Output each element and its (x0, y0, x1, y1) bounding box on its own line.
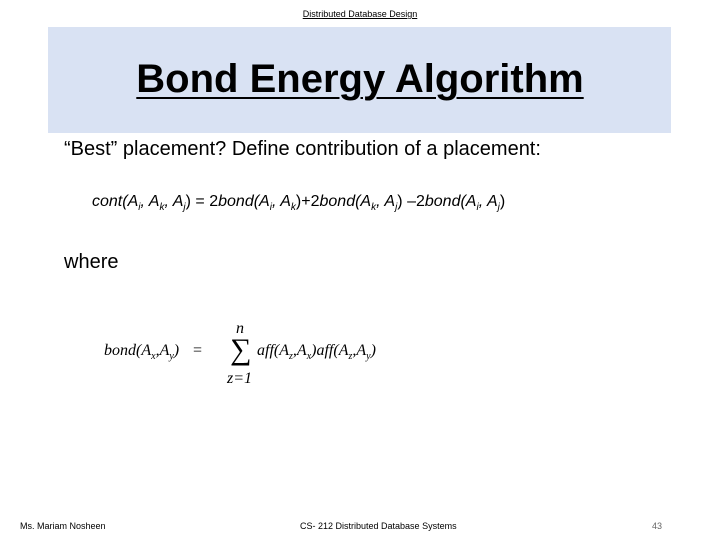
header-title: Distributed Database Design (302, 9, 418, 19)
footer-page-number: 43 (652, 521, 663, 531)
slide-title: Bond Energy Algorithm (136, 57, 584, 101)
footer-author: Ms. Mariam Nosheen (20, 521, 106, 531)
bullet-text: “Best” placement? Define contribution of a placement: (64, 138, 541, 160)
cont-formula: $cont(A_i$, $A_k$, $A_j$) = $2bond(A_i$, $A_k)+2bond(A_k$, $A_j$) $-2bond(A_i$, $A_j$) (92, 193, 506, 214)
bond-equals: = (193, 342, 203, 359)
bond-rhs: $aff(A_z,A_x)aff(A_z,A_y)$ (257, 342, 376, 363)
footer-course: CS- 212 Distributed Database Systems (300, 521, 457, 531)
sum-upper-limit: n (236, 320, 244, 337)
sum-sigma: ∑ (230, 333, 252, 366)
sum-lower-limit: z=1 (227, 370, 253, 387)
bond-lhs: $bond(A_x,A_y)$ (104, 342, 180, 363)
where-label: where (64, 251, 119, 273)
